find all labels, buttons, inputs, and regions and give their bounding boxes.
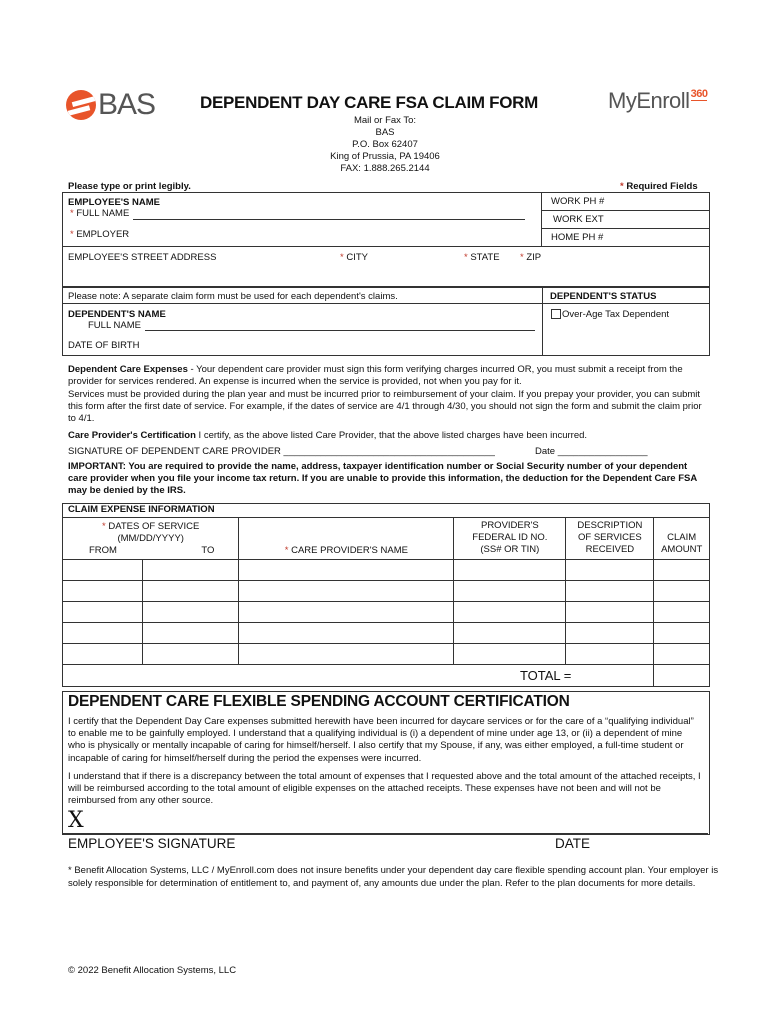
bas-logo-text: BAS (98, 88, 156, 121)
work-phone-label: WORK PH # (551, 196, 605, 207)
provider-id-header: PROVIDER'S FEDERAL ID NO. (SS# OR TIN) (454, 518, 566, 560)
dates-of-service-header: * DATES OF SERVICE (MM/DD/YYYY) FROM TO (63, 518, 239, 560)
amount-cell[interactable] (654, 560, 710, 581)
city-label: * CITY (340, 252, 368, 263)
provider-cert-paragraph: Care Provider's Certification I certify, as the above listed Care Provider, that the above listed charges have been incurred. (68, 430, 588, 441)
description-cell[interactable] (566, 644, 654, 665)
description-cell[interactable] (566, 602, 654, 623)
disclaimer-text: * Benefit Allocation Systems, LLC / MyEnroll.com does not insure benefits under your dependent day care flexible spending account plan. Your employer is solely responsible for determination of entitlement to, and payment of, any amounts due under the plan. Refer to the plan documents for more details. (68, 865, 719, 889)
provider-name-cell[interactable] (239, 644, 454, 665)
home-phone-label: HOME PH # (551, 232, 604, 243)
description-header: DESCRIPTION OF SERVICES RECEIVED (566, 518, 654, 560)
amount-cell[interactable] (654, 644, 710, 665)
employee-signature-line[interactable] (62, 833, 708, 834)
table-row (63, 560, 710, 581)
employee-signature-label: EMPLOYEE'S SIGNATURE (68, 836, 236, 851)
amount-cell[interactable] (654, 602, 710, 623)
phone-row-line (541, 228, 710, 229)
status-divider (542, 287, 543, 356)
provider-id-cell[interactable] (454, 560, 566, 581)
mail-line: P.O. Box 62407 (352, 139, 418, 150)
table-row (63, 581, 710, 602)
myenroll-logo (608, 88, 707, 114)
provider-name-cell[interactable] (239, 560, 454, 581)
dependent-status-heading: DEPENDENT'S STATUS (550, 291, 657, 302)
expenses-heading: Dependent Care Expenses (68, 364, 188, 375)
provider-signature-field[interactable]: SIGNATURE OF DEPENDENT CARE PROVIDER ________________________________________ (68, 446, 495, 457)
table-row (63, 602, 710, 623)
bas-logo-mark (66, 90, 96, 120)
table-row (63, 644, 710, 665)
provider-id-cell[interactable] (454, 581, 566, 602)
mail-line: BAS (375, 127, 395, 138)
table-row (63, 623, 710, 644)
required-star: * (620, 181, 624, 192)
from-cell[interactable] (63, 581, 143, 602)
dependent-note: Please note: A separate claim form must be used for each dependent's claims. (68, 291, 398, 302)
state-label: * STATE (464, 252, 500, 263)
mail-address-block (300, 115, 470, 175)
required-fields-note (620, 181, 698, 192)
print-legibly-note: Please type or print legibly. (68, 181, 191, 192)
to-cell[interactable] (143, 560, 239, 581)
mail-line: FAX: 1.888.265.2144 (340, 163, 430, 174)
signature-date-label: DATE (555, 836, 591, 851)
important-paragraph: IMPORTANT: You are required to provide the name, address, taxpayer identification number or Social Security number of your dependent care provider when you file your income tax return. If you are unable to provide this information, the deduction for the Dependent Care FSA may be denied by the IRS. (68, 461, 697, 497)
description-cell[interactable] (566, 623, 654, 644)
employer-label: * EMPLOYER (70, 229, 130, 240)
provider-name-header: * CARE PROVIDER'S NAME (239, 518, 454, 560)
work-ext-label: WORK EXT (553, 214, 604, 225)
provider-name-cell[interactable] (239, 602, 454, 623)
mail-line: King of Prussia, PA 19406 (330, 151, 440, 162)
amount-cell[interactable] (654, 623, 710, 644)
signature-x-mark: X (68, 808, 84, 833)
dependent-full-name-label: FULL NAME (88, 320, 141, 331)
phone-row-line (541, 210, 710, 211)
to-cell[interactable] (143, 644, 239, 665)
phone-divider (541, 192, 542, 246)
status-title-line (542, 303, 710, 304)
total-amount-cell[interactable] (654, 665, 710, 687)
zip-label: * ZIP (520, 252, 542, 263)
from-cell[interactable] (63, 623, 143, 644)
form-title: DEPENDENT DAY CARE FSA CLAIM FORM (200, 93, 538, 112)
mail-line: Mail or Fax To: (353, 115, 417, 126)
provider-name-cell[interactable] (239, 623, 454, 644)
overage-checkbox[interactable] (551, 309, 561, 319)
bas-logo (66, 86, 166, 122)
claim-table-header (63, 518, 710, 560)
from-cell[interactable] (63, 560, 143, 581)
claim-amount-header: CLAIM AMOUNT (654, 518, 710, 560)
total-label: TOTAL = (63, 665, 654, 687)
employee-name-heading: EMPLOYEE'S NAME (68, 197, 160, 208)
certification-title: DEPENDENT CARE FLEXIBLE SPENDING ACCOUNT CERTIFICATION (68, 693, 570, 710)
overage-label: Over-Age Tax Dependent (562, 309, 670, 320)
certification-paragraph-2: I understand that if there is a discrepancy between the total amount of expenses that I requested above and the total amount of the attached receipts, I will be reimbursed according to the total amount of eligible expenses on the attached receipts. These expenses have not been and will not be reimbursed from any other source. (68, 771, 701, 807)
provider-id-cell[interactable] (454, 644, 566, 665)
provider-name-cell[interactable] (239, 581, 454, 602)
description-cell[interactable] (566, 581, 654, 602)
to-cell[interactable] (143, 581, 239, 602)
from-cell[interactable] (63, 602, 143, 623)
expenses-paragraph: Dependent Care Expenses - Your dependent care provider must sign this form verifying charges incurred OR, you must submit a receipt from the provider for services rendered. An expense is incurred when the service is provided, not when you pay for it. (68, 364, 683, 388)
date-of-birth-label: DATE OF BIRTH (68, 340, 140, 351)
certification-paragraph-1: I certify that the Dependent Day Care expenses submitted herewith have been incurred for daycare services or for the care of a “qualifying individual” to enable me to be gainfully employed. I understand that a qualifying individual is (i) a dependent of mine under age 13, or (ii) a dependent of mine who is physically or mentally incapable of caring for himself/herself. I also certify that my Spouse, if any, was either employed, a full-time student or incapable of caring for himself/herself during the period the expenses were incurred. (68, 716, 694, 764)
expenses-paragraph-2: Services must be provided during the plan year and must be incurred prior to reimbursement of your claim. If you prepay your provider, you can submit this form after the first date of service. For example, if the dates of service are 4/1 through 4/30, you should not sign the form and submit the claim prior to 4/1. (68, 389, 702, 425)
provider-id-cell[interactable] (454, 623, 566, 644)
claim-expense-table (62, 517, 710, 687)
provider-date-field[interactable]: Date _________________ (535, 446, 648, 457)
dependent-full-name-field[interactable] (145, 319, 535, 331)
myenroll-logo-text: MyEnroll (608, 88, 690, 113)
copyright-text: © 2022 Benefit Allocation Systems, LLC (68, 965, 237, 976)
claim-table-title: CLAIM EXPENSE INFORMATION (68, 504, 215, 515)
employee-full-name-field[interactable] (133, 208, 525, 220)
employee-full-name-label: * FULL NAME (70, 208, 130, 219)
myenroll-logo-number: 360 (690, 88, 708, 100)
required-fields-text: Required Fields (623, 181, 698, 192)
provider-id-cell[interactable] (454, 602, 566, 623)
from-cell[interactable] (63, 644, 143, 665)
amount-cell[interactable] (654, 581, 710, 602)
to-cell[interactable] (143, 623, 239, 644)
to-cell[interactable] (143, 602, 239, 623)
total-row (63, 665, 710, 687)
dependent-name-heading: DEPENDENT'S NAME (68, 309, 166, 320)
street-address-label: EMPLOYEE'S STREET ADDRESS (68, 252, 217, 263)
provider-cert-heading: Care Provider's Certification (68, 430, 196, 441)
dependent-note-line (62, 303, 542, 304)
address-row-line (62, 246, 710, 247)
description-cell[interactable] (566, 560, 654, 581)
